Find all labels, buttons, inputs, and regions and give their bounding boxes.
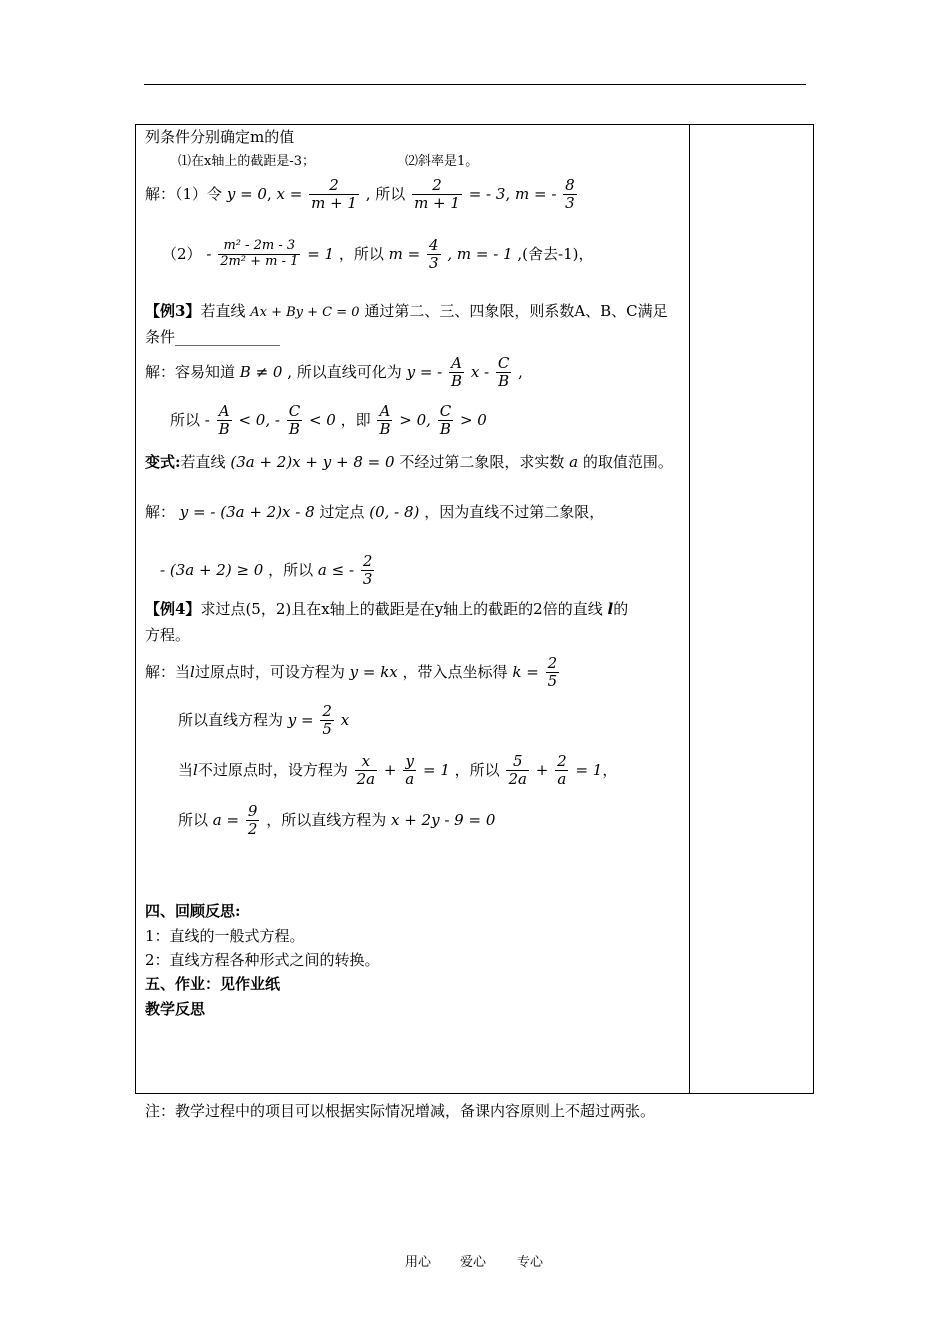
solution-2-label: （2） — [162, 244, 202, 263]
fraction-c-b-3: $\frac{C}{B}$ — [439, 402, 452, 439]
footer-aixin: 爱心 — [460, 1255, 487, 1270]
fraction-9-2: $\frac{9}{2}$ — [247, 802, 258, 839]
fraction-8-3: $\frac{8}{3}$ — [565, 176, 575, 213]
solution-1: 解：（1）令 y = 0, x = $\frac{2}{m + 1}$ , 所以 $\frac{2}{m + 1}$ = - 3, m = - $\frac{8}{3}$ — [145, 176, 575, 213]
eq-x: x = — [276, 184, 303, 203]
eq-b-nonzero: B ≠ 0 — [239, 362, 283, 381]
fraction-2-3: $\frac{2}{3}$ — [362, 552, 373, 589]
example-4: 【例4】求过点(5，2)且在x轴上的截距是在y轴上的截距的2倍的直线 l的 — [145, 600, 629, 618]
eq-one: = 1 — [307, 244, 335, 263]
condition-2: ⑵斜率是1。 — [405, 154, 479, 169]
variant-label: 变式: — [145, 453, 181, 471]
solution-4b: 所以直线方程为 y = $\frac{2}{5}$ x — [178, 702, 350, 739]
text-suoyi: , 所以 — [365, 184, 406, 203]
solution-4d: 所以 a = $\frac{9}{2}$ ，所以直线方程为 x + 2y - 9 = 0 — [178, 802, 496, 839]
fraction-2-a: $\frac{2}{a}$ — [557, 752, 567, 789]
example-3-blank: 条件______________ — [145, 328, 281, 346]
fraction-c-b: $\frac{C}{B}$ — [497, 354, 510, 391]
fraction-sol2: $\frac{\text{m² - 2m - 3}}{\text{2m² + m - 1}}$ — [220, 238, 299, 270]
bottom-note: 注：教学过程中的项目可以根据实际情况增减，备课内容原则上不超过两张。 — [145, 1102, 656, 1120]
eq-general-line: Ax + By + C = 0 — [250, 305, 360, 320]
fraction-a-b: $\frac{A}{B}$ — [451, 354, 463, 391]
eq-m: m = - — [514, 184, 557, 203]
eq-m1: m = — [388, 244, 421, 263]
header-rule — [144, 84, 806, 85]
review-item-2: 2：直线方程各种形式之间的转换。 — [145, 951, 380, 969]
fraction-4-3: $\frac{4}{3}$ — [429, 236, 439, 273]
fixed-point: (0, - 8) — [369, 503, 420, 521]
section-reflection: 教学反思 — [145, 1000, 206, 1018]
solution-4: 解：当l过原点时，可设方程为 y = kx ，带入点坐标得 k = $\frac{2}{5}$ — [145, 654, 558, 691]
condition-intro: 列条件分别确定m的值 — [145, 128, 295, 146]
example-4-label: 【例4】 — [145, 600, 201, 618]
eq-neg3: = - 3 — [468, 184, 506, 203]
eq-variant: (3a + 2)x + y + 8 = 0 — [230, 453, 395, 471]
text-suoyi-2: ，所以 — [338, 244, 384, 263]
note-discard: ,(舍去-1)， — [517, 244, 594, 263]
fraction-c-b-2: $\frac{C}{B}$ — [288, 402, 301, 439]
footer-yongxin: 用心 — [405, 1255, 432, 1270]
variant-solution: 解： y = - (3a + 2)x - 8 过定点 (0, - 8) ，因为直线不过第二象限， — [145, 503, 605, 521]
fraction-5-2a: $\frac{5}{2a}$ — [508, 752, 527, 789]
fraction-2-over-m1: $\frac{2}{m + 1}$ — [311, 176, 357, 213]
fraction-y-a: $\frac{y}{a}$ — [405, 752, 415, 789]
solution-3-conclusion: 所以 - $\frac{A}{B}$ < 0, - $\frac{C}{B}$ < 0 ，即 $\frac{A}{B}$ > 0, $\frac{C}{B}$ > 0 — [170, 402, 487, 439]
section-homework: 五、作业：见作业纸 — [145, 975, 281, 993]
fraction-a-b-3: $\frac{A}{B}$ — [379, 402, 391, 439]
solution-4c: 当l不过原点时，设方程为 $\frac{x}{2a}$ + $\frac{y}{a}$ = 1 ，所以 $\frac{5}{2a}$ + $\frac{2}{a}$ = 1， — [178, 752, 618, 789]
fraction-2-5-b: $\frac{2}{5}$ — [322, 702, 332, 739]
solution-1-prefix: 解：（1）令 — [145, 184, 223, 203]
table-column-divider — [689, 124, 690, 1094]
fraction-2-5: $\frac{2}{5}$ — [547, 654, 558, 691]
variant-solution-2: - (3a + 2) ≥ 0 ，所以 a ≤ - $\frac{2}{3}$ — [160, 552, 373, 589]
solution-2: （2） - $\frac{\text{m² - 2m - 3}}{\text{2m² + m - 1}}$ = 1 ，所以 m = $\frac{4}{3}$ , m = - 1 ,(舍去-1)， — [162, 236, 594, 273]
example-3-label: 【例3】 — [145, 302, 201, 320]
fraction-2-over-m1-b: $\frac{2}{m + 1}$ — [414, 176, 460, 213]
footer-zhuanxin: 专心 — [517, 1255, 544, 1270]
eq-variant-slope: y = - (3a + 2)x - 8 — [179, 503, 315, 521]
section-review: 四、回顾反思: — [145, 902, 241, 920]
review-item-1: 1：直线的一般式方程。 — [145, 927, 305, 945]
eq-y-zero: y = 0 — [226, 184, 267, 203]
eq-m2: , m = - 1 — [447, 244, 513, 263]
example-4-cont: 方程。 — [145, 626, 191, 644]
fraction-x-2a: $\frac{x}{2a}$ — [356, 752, 376, 789]
fraction-a-b-2: $\frac{A}{B}$ — [218, 402, 230, 439]
example-3: 【例3】若直线 Ax + By + C = 0 通过第二、三、四象限，则系数A、B、C满足 — [145, 302, 668, 320]
solution-3: 解：容易知道 B ≠ 0 , 所以直线可化为 y = - $\frac{A}{B}$ x - $\frac{C}{B}$ , — [145, 354, 523, 391]
variant: 变式:若直线 (3a + 2)x + y + 8 = 0 不经过第二象限，求实数 a 的取值范围。 — [145, 453, 673, 471]
condition-1: ⑴在x轴上的截距是-3； — [178, 154, 315, 169]
